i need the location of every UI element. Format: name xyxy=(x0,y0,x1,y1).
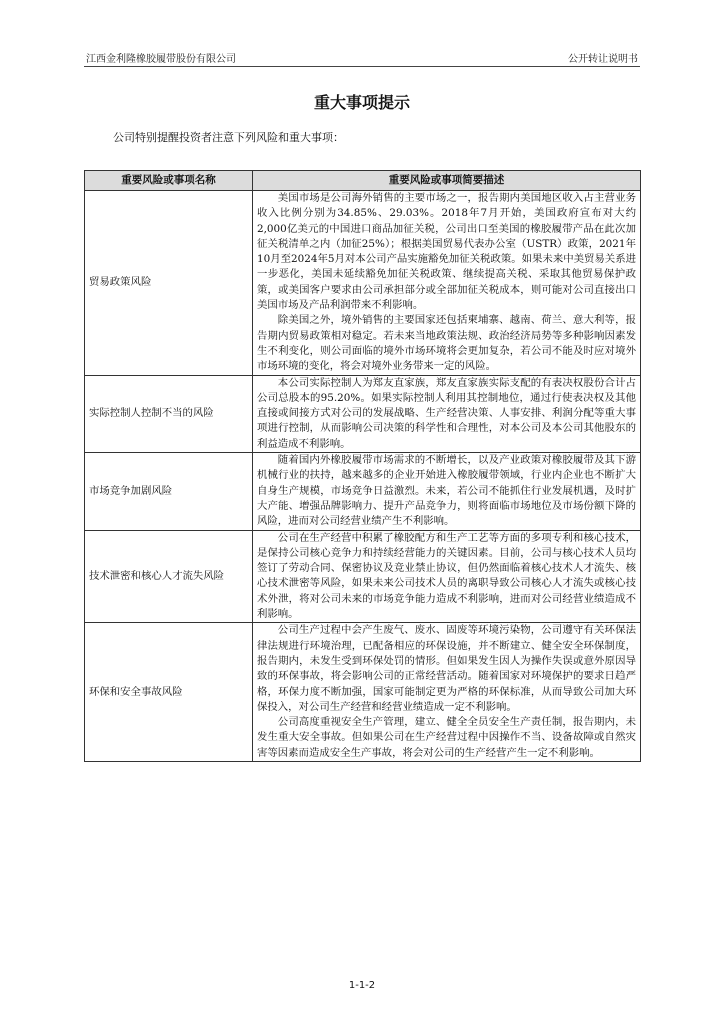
table-header-row xyxy=(85,171,641,191)
column-header-name: 重要风险或事项名称 xyxy=(85,171,253,191)
table-row xyxy=(85,191,641,376)
intro-text: 公司特别提醒投资者注意下列风险和重大事项： xyxy=(113,131,344,144)
risk-table xyxy=(84,170,641,762)
table-row xyxy=(85,530,641,623)
table-row xyxy=(85,623,641,762)
risk-name: 贸易政策风险 xyxy=(85,191,253,376)
column-header-description: 重要风险或事项简要描述 xyxy=(253,171,641,191)
description-paragraph: 美国市场是公司海外销售的主要市场之一，报告期内美国地区收入占主营业务收入比例分别为34.85%、29.03%。2018年7月开始，美国政府宣布对大约2,000亿美元的中国进口商品加征关税，公司出口至美国的橡胶履带产品在此次加征关税清单之内（加征25%）；根据美国贸易代表办公室（USTR）政策，2021年10月至2024年5月对本公司产品实施豁免加征关税政策。如果未来中美贸易关系进一步恶化，美国未延续豁免加征关税政策、继续提高关税、采取其他贸易保护政策，或美国客户要求由公司承担部分或全部加征关税成本，则可能对公司直接出口美国市场及产品利润带来不利影响。 xyxy=(257,192,636,312)
risk-description xyxy=(253,453,641,530)
description-paragraph: 随着国内外橡胶履带市场需求的不断增长，以及产业政策对橡胶履带及其下游机械行业的扶持，越来越多的企业开始进入橡胶履带领域，行业内企业也不断扩大自身生产规模，市场竞争日益激烈。未来，若公司不能抓住行业发展机遇，及时扩大产能、增强品牌影响力、提升产品竞争力，则将面临市场地位及市场份额下降的风险，进而对公司经营业绩产生不利影响。 xyxy=(257,454,636,528)
description-paragraph: 公司在生产经营中积累了橡胶配方和生产工艺等方面的多项专利和核心技术，是保持公司核心竞争力和持续经营能力的关键因素。目前，公司与核心技术人员均签订了劳动合同、保密协议及竞业禁止协议，但仍然面临着核心技术人才流失、核心技术泄密等风险，如果未来公司技术人员的离职导致公司核心人才流失或核心技术外泄，将对公司未来的市场竞争能力造成不利影响，进而对公司经营业绩造成不利影响。 xyxy=(257,531,636,621)
header-company-name: 江西金利隆橡胶履带股份有限公司 xyxy=(86,54,236,65)
page-title: 重大事项提示 xyxy=(313,93,410,112)
risk-description xyxy=(253,191,641,376)
risk-name: 市场竞争加剧风险 xyxy=(85,453,253,530)
page-number: 1-1-2 xyxy=(348,980,376,991)
table-row xyxy=(85,375,641,452)
description-paragraph: 除美国之外，境外销售的主要国家还包括柬埔寨、越南、荷兰、意大利等，报告期内贸易政策相对稳定。若未来当地政策法规、政治经济局势等多种影响因素发生不利变化，则公司面临的境外市场环境将会更加复杂，若公司不能及时应对境外市场环境的变化，将会对境外业务带来一定的风险。 xyxy=(257,314,636,373)
risk-description xyxy=(253,623,641,762)
risk-name: 环保和安全事故风险 xyxy=(85,623,253,762)
description-paragraph: 本公司实际控制人为郑友直家族，郑友直家族实际支配的有表决权股份合计占公司总股本的95.20%。如果实际控制人利用其控制地位，通过行使表决权及其他直接或间接方式对公司的发展战略、生产经营决策、人事安排、利润分配等重大事项进行控制，从而影响公司决策的科学性和合理性，对本公司及本公司其他股东的利益造成不利影响。 xyxy=(257,376,636,450)
table-row xyxy=(85,453,641,530)
page-header xyxy=(84,48,640,67)
risk-description xyxy=(253,530,641,623)
risk-name: 技术泄密和核心人才流失风险 xyxy=(85,530,253,623)
header-document-type: 公开转让说明书 xyxy=(568,54,638,65)
description-paragraph: 公司高度重视安全生产管理，建立、健全全员安全生产责任制，报告期内，未发生重大安全事故。但如果公司在生产经营过程中因操作不当、设备故障或自然灾害等因素而造成安全生产事故，将会对公司的生产经营产生一定不利影响。 xyxy=(257,716,636,759)
risk-name: 实际控制人控制不当的风险 xyxy=(85,375,253,452)
description-paragraph: 公司生产过程中会产生废气、废水、固废等环境污染物，公司遵守有关环保法律法规进行环境治理，已配备相应的环保设施，并不断建立、健全安全环保制度，报告期内，未发生受到环保处罚的情形。但如果发生因人为操作失误或意外原因导致的环保事故，将会影响公司的正常经营活动。随着国家对环境保护的要求日趋严格，环保力度不断加强，国家可能制定更为严格的环保标准，从而导致公司加大环保投入，对公司生产经营和经营业绩造成一定不利影响。 xyxy=(257,624,636,713)
risk-description xyxy=(253,375,641,452)
